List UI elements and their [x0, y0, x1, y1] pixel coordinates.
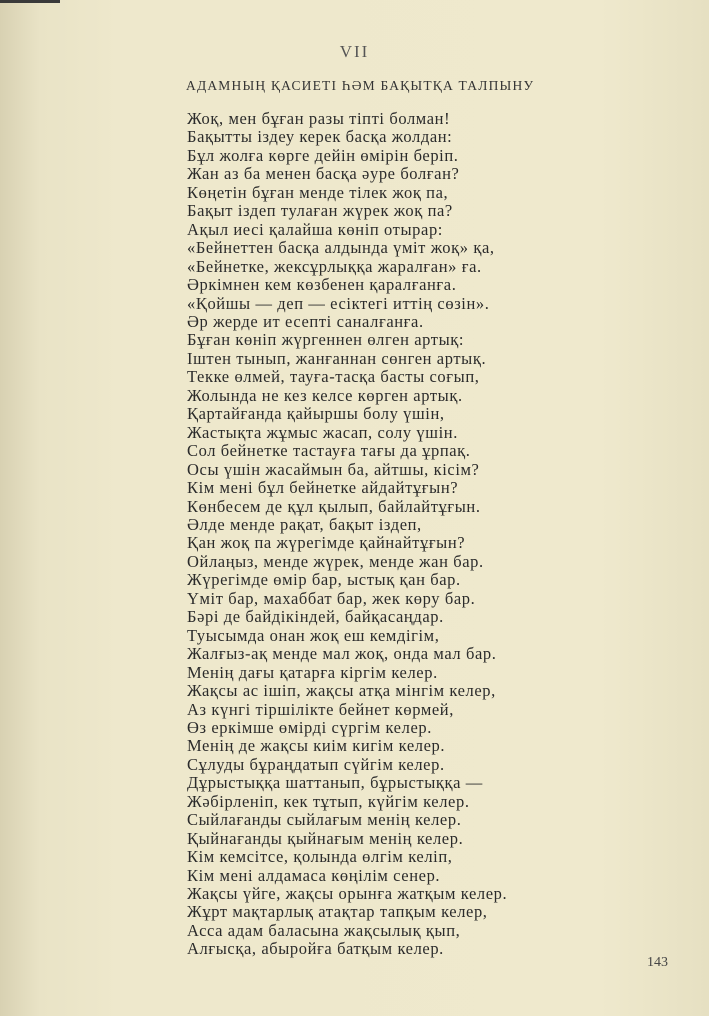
poem-line: Бақытты іздеу керек басқа жолдан:	[187, 127, 453, 147]
poem-line: Аз күнгі тіршілікте бейнет көрмей,	[187, 699, 454, 719]
poem-line: Бұл жолға көрге дейін өмірін беріп.	[187, 145, 459, 165]
poem-line: Үміт бар, махаббат бар, жек көру бар.	[187, 588, 476, 608]
poem-line: Қыйнағанды қыйнағым менің келер.	[187, 828, 464, 848]
poem-line: Жан аз ба менен басқа әуре болған?	[187, 164, 460, 184]
poem-line: Кім кемсітсе, қолында өлгім келіп,	[187, 847, 453, 867]
chapter-number: VII	[339, 42, 370, 61]
poem-line: Ойлаңыз, менде жүрек, менде жан бар.	[187, 551, 484, 571]
poem-line: «Бейнетке, жексұрлыққа жаралған» ға.	[187, 256, 482, 276]
poem-line: Жалғыз-ақ менде мал жоқ, онда мал бар.	[187, 644, 497, 664]
poem-line: Кім мені алдамаса көңілім сенер.	[187, 865, 441, 885]
poem-line: Жәбірленіп, кек тұтып, күйгім келер.	[187, 791, 470, 811]
poem-line: Өз еркімше өмірді сүргім келер.	[187, 717, 432, 737]
poem-line: «Қойшы — деп — есіктегі иттің сөзін».	[187, 293, 490, 313]
poem-line: Әр жерде ит есепті саналғанға.	[187, 311, 424, 331]
poem-line: «Бейнеттен басқа алдында үміт жоқ» қа,	[187, 238, 495, 258]
poem-line: Жақсы үйге, жақсы орынға жатқым келер.	[187, 884, 508, 904]
poem-line: Осы үшін жасаймын ба, айтшы, кісім?	[187, 459, 480, 479]
poem-line: Жұрт мақтарлық атақтар тапқым келер,	[187, 902, 488, 922]
poem-line: Бұған көніп жүргеннен өлген артық:	[187, 330, 465, 350]
poem-line: Көңетін бұған менде тілек жоқ па,	[187, 182, 449, 202]
poem-line: Әркімнен кем көзбенен қаралғанға.	[187, 275, 457, 295]
chapter-title: АДАМНЫҢ ҚАСИЕТІ ҺӘМ БАҚЫТҚА ТАЛПЫНУ	[186, 78, 535, 93]
poem-line: Туысымда онан жоқ еш кемдігім,	[187, 625, 440, 645]
poem-line: Менің дағы қатарға кіргім келер.	[187, 662, 438, 682]
poem-line: Алғысқа, абыройға батқым келер.	[187, 939, 444, 959]
poem-line: Сыйлағанды сыйлағым менің келер.	[187, 810, 462, 830]
poem-line: Сол бейнетке тастауға тағы да ұрпақ.	[187, 441, 471, 461]
poem-line: Бақыт іздеп тулаған жүрек жоқ па?	[187, 201, 453, 221]
poem-line: Жастықта жұмыс жасап, солу үшін.	[187, 422, 458, 442]
poem-line: Сұлуды бұраңдатып сүйгім келер.	[187, 754, 445, 774]
poem-line: Жолында не кез келсе көрген артық.	[187, 385, 463, 405]
poem-text	[187, 110, 507, 959]
poem-line: Қан жоқ па жүрегімде қайнайтұғын?	[187, 533, 466, 553]
poem-line: Көнбесем де құл қылып, байлайтұғын.	[187, 496, 481, 516]
poem-line: Асса адам баласына жақсылық қып,	[187, 920, 461, 940]
poem-line: Қартайғанда қайыршы болу үшін,	[187, 404, 445, 424]
poem-line: Менің де жақсы киім кигім келер.	[187, 736, 446, 756]
poem-line: Бәрі де байдікіндей, байқасаңдар.	[187, 607, 444, 627]
poem-line: Іштен тынып, жанғаннан сөнген артық.	[187, 348, 487, 368]
poem-line: Жүрегімде өмір бар, ыстық қан бар.	[187, 570, 461, 590]
page-number: 143	[647, 955, 668, 970]
poem-line: Дұрыстыққа шаттанып, бұрыстыққа —	[187, 773, 483, 793]
poem-line: Әлде менде рақат, бақыт іздеп,	[187, 514, 422, 534]
scan-edge-line	[0, 0, 60, 3]
poem-line: Ақыл иесі қалайша көніп отырар:	[187, 219, 443, 239]
poem-line: Жақсы ас ішіп, жақсы атқа мінгім келер,	[187, 681, 496, 701]
poem-line: Жоқ, мен бұған разы тіпті болман!	[187, 109, 451, 128]
poem-line: Кім мені бұл бейнетке айдайтұғын?	[187, 478, 459, 498]
poem-line: Текке өлмей, тауға-тасқа басты соғып,	[187, 367, 480, 387]
